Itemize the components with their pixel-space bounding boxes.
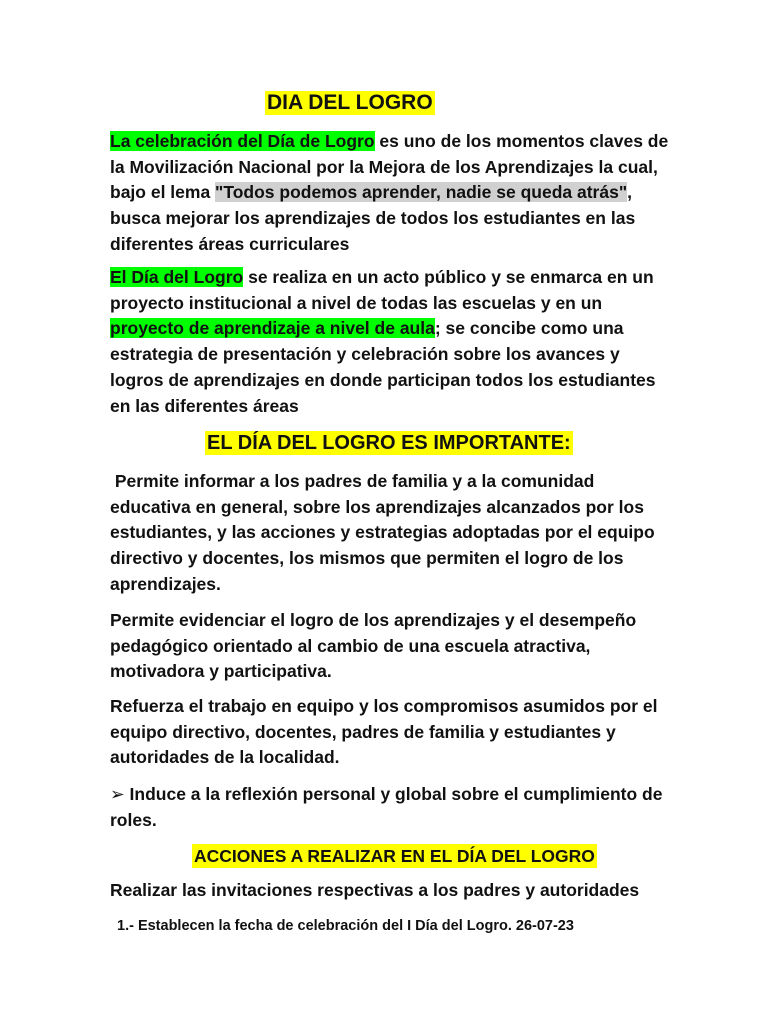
paragraph-fecha: 1.- Establecen la fecha de celebración del I Día del Logro. 26-07-23	[117, 918, 574, 934]
paragraph-permite-evidenciar: Permite evidenciar el logro de los aprendizajes y el desempeño pedagógico orientado al cambio de una escuela atractiva, motivadora y participativa.	[110, 610, 637, 682]
arrow-bullet-icon: ➢	[110, 784, 125, 804]
highlight-celebracion: La celebración del Día de Logro	[110, 131, 375, 151]
paragraph-celebracion	[110, 129, 670, 258]
heading-acciones: ACCIONES A REALIZAR EN EL DÍA DEL LOGRO	[194, 846, 595, 866]
text-span: se realiza en un acto público y se enmarca en un proyecto institucional a nivel de todas las escuelas y en un	[110, 267, 654, 313]
paragraph-permite-informar: Permite informar a los padres de familia y a la comunidad educativa en general, sobre los aprendizajes alcanzados por los estudiantes, y las acciones y estrategias adoptadas por el equipo directivo y docentes, los mismos que permiten el logro de los aprendizajes.	[110, 471, 660, 594]
highlight-lema: "Todos podemos aprender, nadie se queda atrás"	[215, 182, 628, 203]
text-span: ; se concibe como una estrategia de presentación y celebración sobre los avances y logros de aprendizajes en donde participan todos los estudiantes en las diferentes áreas	[110, 318, 656, 416]
highlight-proyecto-aula: proyecto de aprendizaje a nivel de aula	[110, 318, 435, 339]
text-span: , busca mejorar los aprendizajes de todos los estudiantes en las diferentes áreas curriculares	[110, 182, 636, 254]
text-span: es uno de los momentos claves de la Movilización Nacional por la Mejora de los Aprendizajes la cual, bajo el lema	[110, 131, 669, 203]
text-span: Induce a la reflexión personal y global sobre el cumplimiento de roles.	[110, 784, 663, 830]
paragraph-induce	[110, 782, 670, 833]
heading-importante: EL DÍA DEL LOGRO ES IMPORTANTE:	[207, 432, 571, 454]
paragraph-dia-del-logro	[110, 265, 670, 419]
document-title: DIA DEL LOGRO	[267, 91, 433, 114]
paragraph-refuerza: Refuerza el trabajo en equipo y los compromisos asumidos por el equipo directivo, docentes, padres de familia y estudiantes y autoridades de la localidad.	[110, 696, 658, 768]
paragraph-invitaciones: Realizar las invitaciones respectivas a los padres y autoridades	[110, 880, 640, 900]
highlight-dia-del-logro: El Día del Logro	[110, 267, 244, 287]
